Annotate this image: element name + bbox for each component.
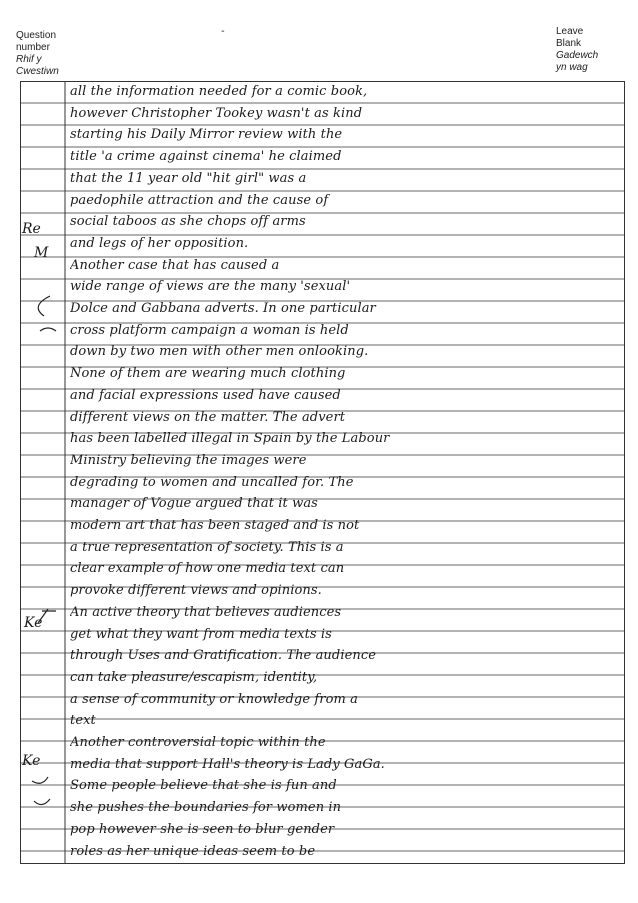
- answer-line: title 'a crime against cinema' he claimed: [70, 149, 342, 165]
- answer-line: An active theory that believes audiences: [70, 604, 342, 620]
- answer-line: through Uses and Gratification. The audience: [70, 648, 377, 664]
- number-label: number: [16, 42, 50, 53]
- answer-line: different views on the matter. The advert: [70, 409, 346, 425]
- answer-line: paedophile attraction and the cause of: [70, 192, 329, 208]
- answer-line: Another case that has caused a: [70, 257, 280, 273]
- question-number-header: [16, 30, 59, 78]
- answer-line: a true representation of society. This is a: [70, 539, 344, 555]
- answer-line: Another controversial topic within the: [70, 735, 326, 750]
- answer-line: all the information needed for a comic book,: [70, 84, 368, 99]
- welsh-question-label-2: Cwestiwn: [16, 66, 59, 77]
- answer-line: cross platform campaign a woman is held: [70, 322, 349, 338]
- answer-line: Some people believe that she is fun and: [70, 778, 337, 794]
- leave-label: Leave: [556, 26, 584, 37]
- blank-label: Blank: [556, 38, 582, 49]
- answer-line: can take pleasure/escapism, identity,: [70, 669, 318, 685]
- answer-line: she pushes the boundaries for women in: [70, 800, 342, 816]
- answer-line: roles as her unique ideas seem to be: [70, 843, 316, 859]
- answer-line: and facial expressions used have caused: [70, 387, 341, 403]
- welsh-question-label-1: Rhif y: [16, 54, 42, 65]
- answer-line: that the 11 year old "hit girl" was a: [70, 170, 307, 186]
- margin-note: Ke: [24, 615, 43, 631]
- answer-line: modern art that has been staged and is not: [70, 518, 360, 533]
- leave-blank-header: [556, 26, 598, 74]
- answer-line: wide range of views are the many 'sexual': [70, 279, 351, 295]
- answer-line: starting his Daily Mirror review with the: [70, 127, 343, 143]
- answer-line: get what they want from media texts is: [70, 626, 332, 642]
- answer-line: None of them are wearing much clothing: [70, 366, 346, 382]
- margin-note: M: [34, 245, 49, 261]
- answer-line: degrading to women and uncalled for. The: [70, 474, 354, 490]
- answer-line: text: [70, 713, 96, 729]
- answer-line: and legs of her opposition.: [70, 235, 249, 251]
- answer-line: media that support Hall's theory is Lady GaGa.: [70, 756, 385, 772]
- margin-note: Ke: [22, 753, 41, 769]
- answer-line: Ministry believing the images were: [70, 452, 307, 468]
- answer-line: provoke different views and opinions.: [70, 583, 322, 599]
- answer-line: Dolce and Gabbana adverts. In one particular: [70, 301, 376, 316]
- answer-line: clear example of how one media text can: [70, 561, 345, 577]
- margin-tick: [32, 777, 50, 805]
- answer-line: pop however she is seen to blur gender: [70, 821, 335, 837]
- answer-line: has been labelled illegal in Spain by the Labour: [70, 431, 390, 447]
- welsh-leave-label: Gadewch: [556, 50, 599, 61]
- welsh-blank-label: yn wag: [556, 62, 588, 73]
- answer-line: social taboos as she chops off arms: [70, 214, 306, 230]
- question-label: Question: [16, 30, 57, 41]
- answer-line: a sense of community or knowledge from a: [70, 691, 359, 707]
- answer-line: down by two men with other men onlooking.: [70, 344, 369, 360]
- answer-line: however Christopher Tookey wasn't as kind: [70, 105, 363, 121]
- answer-sheet: [20, 81, 625, 864]
- margin-note: Re: [22, 221, 41, 237]
- top-mark: -: [221, 26, 225, 37]
- answer-line: manager of Vogue argued that it was: [70, 496, 318, 512]
